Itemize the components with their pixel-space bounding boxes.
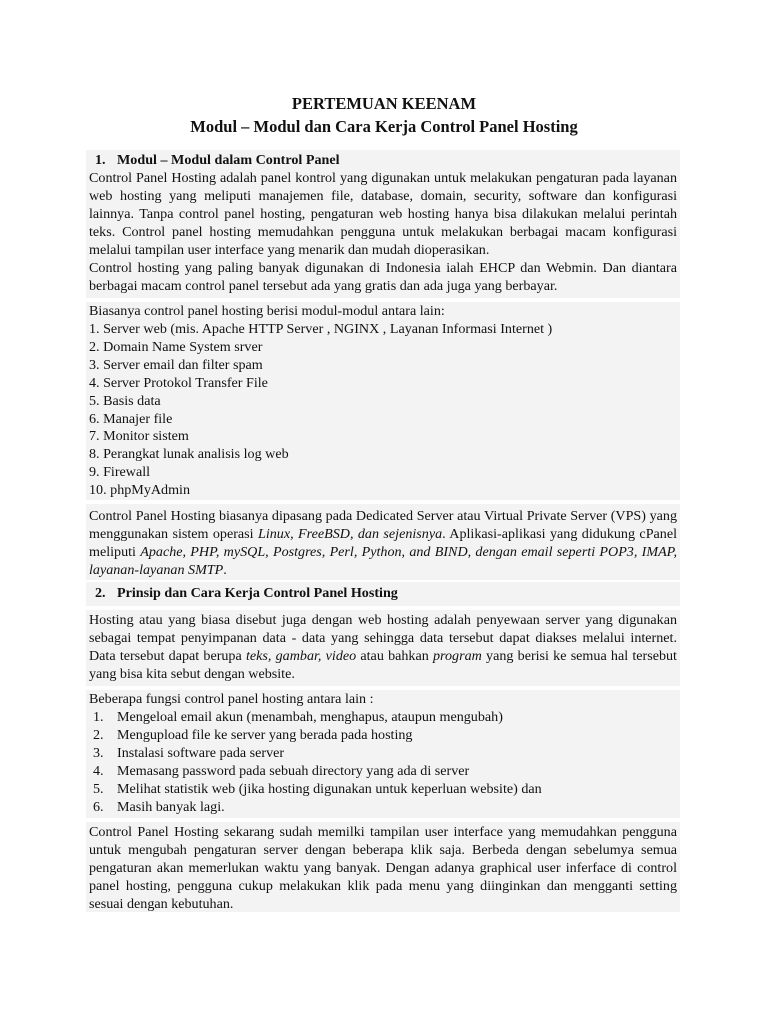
section-1-paragraph-2: Control hosting yang paling banyak digunakan di Indonesia ialah EHCP dan Webmin. Dan diantara berbagai macam control panel tersebut ada yang gratis dan ada juga yang berbayar. bbox=[89, 260, 677, 294]
list-text: Mengeloal email akun (menambah, menghapus, ataupun mengubah) bbox=[117, 709, 503, 725]
function-list bbox=[89, 709, 677, 816]
s2p1-text-2: atau bahkan bbox=[356, 647, 433, 664]
module-list-item: 7. Monitor sistem bbox=[89, 428, 189, 445]
section-1-heading-text: Modul – Modul dalam Control Panel bbox=[117, 152, 340, 168]
function-list-intro: Beberapa fungsi control panel hosting antara lain : bbox=[89, 691, 374, 707]
function-list-item bbox=[89, 745, 677, 763]
section-2-heading bbox=[89, 585, 677, 603]
module-list-intro: Biasanya control panel hosting berisi modul-modul antara lain: bbox=[89, 303, 445, 319]
para3-italic-apps: Apache, PHP, mySQL, Postgres, Perl, Python, and BIND, dengan email seperti POP3, IMAP, layanan-layanan SMTP bbox=[89, 543, 677, 578]
s2p1-text-3: yang berisi ke semua hal tersebut yang bisa kita sebut dengan website. bbox=[89, 647, 677, 682]
list-number: 2. bbox=[93, 726, 104, 743]
list-text: Masih banyak lagi. bbox=[117, 798, 225, 815]
list-text: Mengupload file ke server yang berada pada hosting bbox=[117, 726, 413, 743]
function-list-item bbox=[89, 727, 677, 745]
list-number: 1. bbox=[93, 709, 104, 725]
module-list-item: 2. Domain Name System srver bbox=[89, 338, 263, 355]
s2p1-italic-media: teks, gambar, video bbox=[245, 647, 357, 664]
module-list-item: 5. Basis data bbox=[89, 392, 161, 409]
module-list-item: 10. phpMyAdmin bbox=[89, 482, 191, 499]
list-number: 6. bbox=[93, 798, 104, 815]
section-1-paragraph-1: Control Panel Hosting adalah panel kontrol yang digunakan untuk melakukan pengaturan pada layanan web hosting yang meliputi manajemen file, database, domain, security, software dan konfigurasi lainnya. Tanpa control panel hosting, pengaturan web hosting hanya bisa dilakukan melalui perintah teks. Control panel hosting memudahkan pengguna untuk melakukan berbagai macam konfigurasi melalui tampilan user interface yang menarik dan mudah dioperasikan. bbox=[89, 170, 677, 258]
section-1-paragraph-3 bbox=[89, 508, 677, 580]
section-2-paragraph-1 bbox=[89, 612, 677, 684]
function-list-item bbox=[89, 763, 677, 781]
list-number: 4. bbox=[93, 762, 104, 779]
module-list-item: 9. Firewall bbox=[89, 464, 151, 481]
section-2-number: 2. bbox=[95, 585, 106, 601]
document-subtitle: Modul – Modul dan Cara Kerja Control Panel Hosting bbox=[190, 117, 578, 136]
module-list-item: 1. Server web (mis. Apache HTTP Server , NGINX , Layanan Informasi Internet ) bbox=[89, 321, 553, 337]
list-text: Instalasi software pada server bbox=[117, 744, 285, 761]
module-list bbox=[89, 321, 677, 500]
para3-text-2: . Aplikasi-aplikasi yang didukung cPanel meliputi bbox=[89, 525, 678, 560]
list-text: Melihat statistik web (jika hosting digunakan untuk keperluan website) dan bbox=[117, 780, 542, 797]
module-list-item: 6. Manajer file bbox=[89, 410, 173, 427]
list-number: 3. bbox=[93, 744, 104, 761]
s2p1-italic-program: program bbox=[433, 647, 482, 664]
function-list-item bbox=[89, 709, 677, 727]
function-list-item bbox=[89, 799, 677, 817]
module-list-item: 4. Server Protokol Transfer File bbox=[89, 374, 268, 391]
section-2-paragraph-2: Control Panel Hosting sekarang sudah memilki tampilan user interface yang memudahkan pengguna untuk mengubah pengaturan server dengan beberapa klik saja. Berbeda dengan sebelumya semua pengaturan akan memerlukan waktu yang banyak. Dengan adanya graphical user inferface di control panel hosting, pengguna cukup melakukan klik pada menu yang diinginkan dan mengganti setting sesuai dengan kebutuhan. bbox=[89, 824, 677, 912]
function-list-item bbox=[89, 781, 677, 799]
module-list-item: 3. Server email dan filter spam bbox=[89, 356, 263, 373]
section-2-heading-text: Prinsip dan Cara Kerja Control Panel Hosting bbox=[117, 585, 398, 601]
para3-italic-os: Linux, FreeBSD, dan sejenisnya bbox=[258, 525, 443, 542]
document-title: PERTEMUAN KEENAM bbox=[291, 94, 477, 113]
s2p1-text-1: Hosting atau yang biasa disebut juga dengan web hosting adalah penyewaan server yang digunakan sebagai tempat penyimpanan data - data yang sehingga data tersebut dapat diakses melalui internet. Data tersebut dapat berupa bbox=[89, 612, 677, 664]
module-list-item: 8. Perangkat lunak analisis log web bbox=[89, 446, 289, 463]
para3-text-1: Control Panel Hosting biasanya dipasang pada Dedicated Server atau Virtual Private Server (VPS) yang menggunakan sistem operasi bbox=[89, 508, 677, 542]
list-text: Memasang password pada sebuah directory yang ada di server bbox=[117, 762, 470, 779]
section-1-heading bbox=[89, 152, 677, 170]
list-number: 5. bbox=[93, 780, 104, 797]
section-1-number: 1. bbox=[95, 152, 106, 168]
para3-text-3: . bbox=[223, 561, 227, 578]
